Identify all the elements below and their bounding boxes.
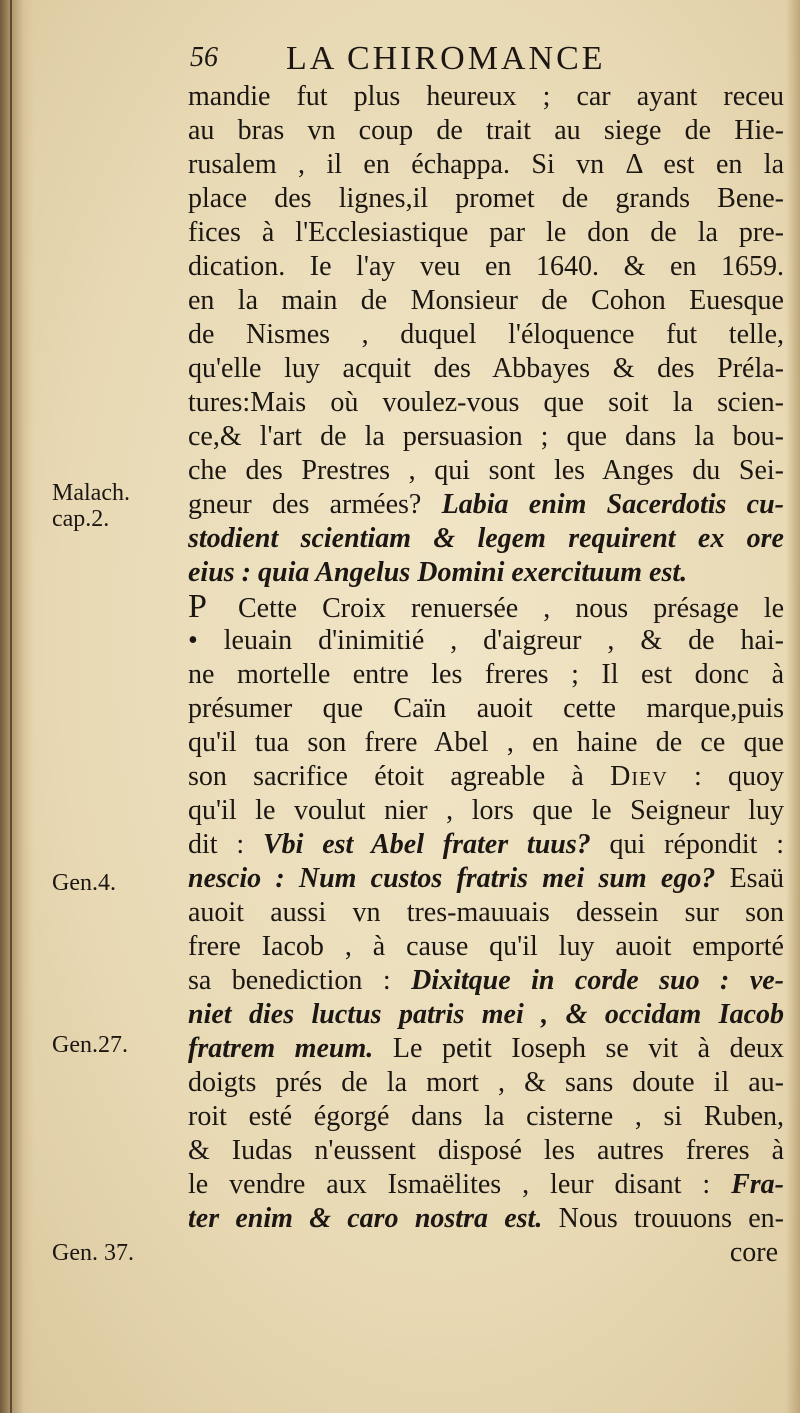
page-edge-shadow xyxy=(786,0,800,1413)
divine-name: Diev xyxy=(610,761,668,792)
latin-quote: Labia enim Sacerdotis cu- xyxy=(441,489,784,520)
latin-quote: Vbi est Abel frater tuus? xyxy=(262,829,591,860)
text-line: & Iudas n'eussent disposé les autres freres à xyxy=(188,1135,784,1166)
text-line: qu'il le voulut nier , lors que le Seigneur luy xyxy=(188,795,784,826)
text-line xyxy=(188,964,784,998)
running-title: LA CHIROMANCE xyxy=(286,40,606,77)
text-line xyxy=(188,862,784,896)
text-line xyxy=(188,828,784,862)
latin-quote: nescio : Num custos fratris mei sum ego? xyxy=(188,863,716,894)
text-run: gneur des armées? xyxy=(188,489,422,520)
text-line: place des lignes,il promet de grands Bene- xyxy=(188,183,784,214)
text-line xyxy=(188,590,784,624)
text-line: fices à l'Ecclesiastique par le don de la pre- xyxy=(188,217,784,248)
text-line: tures:Mais où voulez-vous que soit la scien- xyxy=(188,387,784,418)
latin-quote-line: eius : quia Angelus Domini exercituum est. xyxy=(188,557,688,588)
margin-note-line: cap.2. xyxy=(52,506,110,532)
page-number: 56 xyxy=(190,42,218,73)
text-line xyxy=(188,1168,784,1202)
page-header xyxy=(190,40,750,84)
margin-note-genesis-37 xyxy=(52,1240,134,1266)
text-line: ne mortelle entre les freres ; Il est donc à xyxy=(188,659,784,690)
latin-quote: Dixitque in corde suo : ve- xyxy=(411,965,784,996)
latin-quote: Fra- xyxy=(731,1169,784,1200)
text-run: Cette Croix renuersée , nous présage le xyxy=(237,593,784,624)
text-run: dit : xyxy=(188,829,245,860)
text-run: Nous trouuons en- xyxy=(558,1203,784,1234)
margin-note-line: Malach. xyxy=(52,480,130,506)
latin-quote-line: niet dies luctus patris mei , & occidam Iacob xyxy=(188,999,784,1030)
text-line: qu'il tua son frere Abel , en haine de ce que xyxy=(188,727,784,758)
text-line: • leuain d'inimitié , d'aigreur , & de hai- xyxy=(188,625,784,656)
margin-note-line: Gen.4. xyxy=(52,870,116,896)
paragraph-letter: P xyxy=(188,590,207,624)
text-line: au bras vn coup de trait au siege de Hie- xyxy=(188,115,784,146)
text-run: son sacrifice étoit agreable à xyxy=(188,761,584,792)
text-line: rusalem , il en échappa. Si vn Δ est en la xyxy=(188,149,784,180)
text-run: : quoy xyxy=(693,761,784,792)
text-line: qu'elle luy acquit des Abbayes & des Préla- xyxy=(188,353,784,384)
binding-edge-line xyxy=(10,0,12,1413)
text-line: dication. Ie l'ay veu en 1640. & en 1659. xyxy=(188,251,784,282)
text-run: Esaü xyxy=(729,863,784,894)
text-line: ce,& l'art de la persuasion ; que dans la bou- xyxy=(188,421,784,452)
margin-note-malachi xyxy=(52,480,130,532)
text-line: che des Prestres , qui sont les Anges du Sei- xyxy=(188,455,784,486)
text-line xyxy=(188,488,784,522)
text-run: sa benediction : xyxy=(188,965,391,996)
text-line: de Nismes , duquel l'éloquence fut telle, xyxy=(188,319,784,350)
text-line xyxy=(188,760,784,794)
catchword: core xyxy=(729,1237,778,1268)
text-line: mandie fut plus heureux ; car ayant receu xyxy=(188,81,784,112)
latin-quote-line: stodient scientiam & legem requirent ex ore xyxy=(188,523,784,554)
binding-gutter xyxy=(0,0,34,1413)
margin-note-line: Gen. 37. xyxy=(52,1240,134,1266)
text-line: doigts prés de la mort , & sans doute il au- xyxy=(188,1067,784,1098)
text-line: roit esté égorgé dans la cisterne , si Ruben, xyxy=(188,1101,784,1132)
latin-quote: ter enim & caro nostra est. xyxy=(188,1203,543,1234)
text-run: le vendre aux Ismaëlites , leur disant : xyxy=(188,1169,711,1200)
latin-quote: fratrem meum. xyxy=(188,1033,374,1064)
text-line xyxy=(188,1202,784,1236)
margin-note-line: Gen.27. xyxy=(52,1032,128,1058)
margin-note-genesis-27 xyxy=(52,1032,128,1058)
text-run: qui répondit : xyxy=(609,829,784,860)
margin-note-genesis-4 xyxy=(52,870,116,896)
text-line: présumer que Caïn auoit cette marque,puis xyxy=(188,693,784,724)
text-line: auoit aussi vn tres-mauuais dessein sur son xyxy=(188,897,784,928)
body-text xyxy=(188,80,784,1270)
text-line: en la main de Monsieur de Cohon Euesque xyxy=(188,285,784,316)
text-run: Le petit Ioseph se vit à deux xyxy=(392,1033,784,1064)
text-line xyxy=(188,1032,784,1066)
text-line: frere Iacob , à cause qu'il luy auoit emporté xyxy=(188,931,784,962)
